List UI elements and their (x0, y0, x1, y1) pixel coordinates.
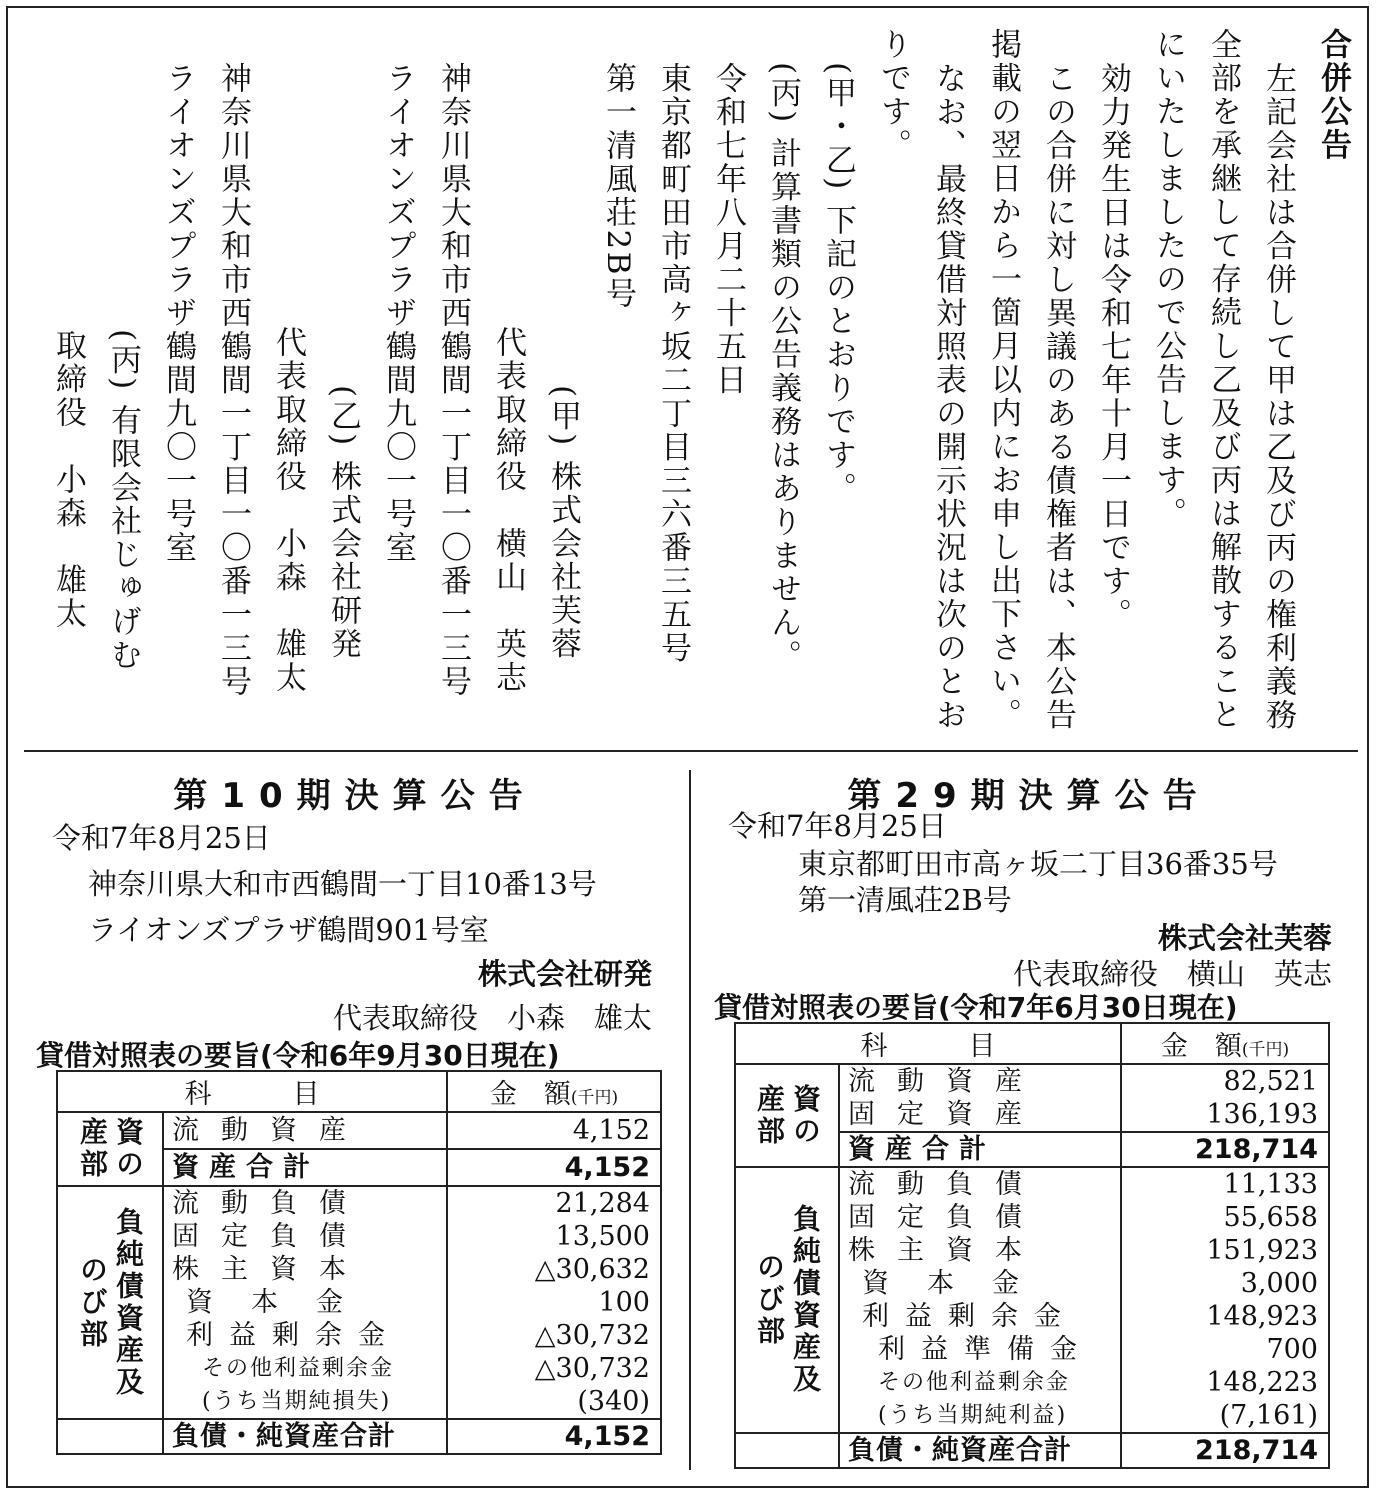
list-item-value: △30,732 (534, 1353, 650, 1384)
liabilities-total-value: 4,152 (447, 1419, 661, 1454)
liabilities-values (447, 1186, 661, 1419)
liabilities-row (735, 1167, 1329, 1433)
statement-title: 第10期決算公告 (173, 776, 537, 816)
list-item-value: 700 (1266, 1334, 1318, 1365)
list-item: 流動負債 (172, 1188, 368, 1219)
list-item-value: △30,632 (534, 1254, 650, 1285)
liabilities-section-label: 負純債資産及のび部 (735, 1167, 839, 1433)
header-item: 科 目 (57, 1071, 447, 1112)
otsu-company: (乙) 株式会社研発 (325, 384, 361, 661)
list-item-value: 136,193 (1206, 1099, 1318, 1130)
notice-line: 掲載の翌日から一箇月以内にお申し出下さい。 (985, 28, 1021, 732)
company-address: 東京都町田市高ヶ坂二丁目36番35号 (798, 847, 1278, 881)
company-name: 株式会社芙蓉 (1157, 921, 1332, 955)
notice-line: (丙) 計算書類の公告義務はありません。 (765, 62, 801, 674)
otsu-address: ライオンズプラザ鶴間九〇一号室 (380, 62, 416, 565)
notice-line: 左記会社は合併して甲は乙及び丙の権利義務 (1260, 62, 1296, 733)
list-item: 株主資本 (848, 1235, 1044, 1266)
notice-line: 全部を承継して存続し乙及び丙は解散すること (1205, 28, 1241, 732)
company-address: 神奈川県大和市西鶴間一丁目10番13号 (88, 867, 597, 901)
kou-rep: 代表取締役 横山 英志 (490, 325, 526, 695)
table-row (839, 1064, 1121, 1132)
hei-address: 神奈川県大和市西鶴間一丁目一〇番一三号 (215, 62, 251, 699)
list-item: (うち当期純損失) (202, 1389, 392, 1414)
assets-section-label: 資の産部 (735, 1064, 839, 1167)
list-item: 利益剰余金 (862, 1301, 1077, 1332)
liabilities-values (1121, 1167, 1329, 1433)
company-address: 第一清風荘2B号 (798, 883, 1012, 917)
liabilities-total-row (735, 1433, 1329, 1468)
header-item: 科 目 (735, 1023, 1121, 1064)
notice-line: なお、最終貸借対照表の開示状況は次のとお (930, 62, 966, 733)
bs-title: 貸借対照表の要旨(令和7年6月30日現在) (714, 991, 1238, 1024)
company-address: ライオンズプラザ鶴間901号室 (88, 913, 489, 947)
assets-total-label: 資産合計 (839, 1132, 1121, 1167)
notice-line: (甲・乙) 下記のとおりです。 (820, 62, 856, 506)
list-item: (うち当期純利益) (878, 1403, 1068, 1428)
notice-title: 合併公告 (1315, 28, 1351, 162)
company-name: 株式会社研発 (477, 957, 652, 991)
header-amount: 金 額(千円) (1121, 1023, 1329, 1064)
bs-title: 貸借対照表の要旨(令和6年9月30日現在) (36, 1039, 560, 1072)
list-item-value: 55,658 (1223, 1202, 1318, 1233)
balance-sheet (734, 1022, 1330, 1469)
notice-line: 効力発生日は令和七年十月一日です。 (1095, 62, 1131, 632)
table-row-value: 4,152 (447, 1112, 661, 1149)
list-item-value: 21,284 (555, 1188, 650, 1219)
list-item: その他利益剰余金 (202, 1356, 395, 1381)
section-divider (24, 750, 1358, 752)
header-unit: (千円) (1241, 1040, 1290, 1060)
list-item: 固定負債 (848, 1202, 1044, 1233)
list-item: 株主資本 (172, 1254, 368, 1285)
list-item: 流動負債 (848, 1169, 1044, 1200)
list-item: 資本金 (862, 1268, 1057, 1299)
merger-notice (20, 28, 1360, 738)
assets-section-label: 資の産部 (57, 1112, 163, 1186)
company-rep: 代表取締役 小森 雄太 (332, 1001, 652, 1035)
list-item: その他利益剰余金 (878, 1370, 1071, 1395)
list-item-value: 100 (598, 1287, 650, 1318)
list-item: 利益剰余金 (186, 1320, 401, 1351)
liabilities-items (163, 1186, 447, 1419)
list-item-value: 11,133 (1223, 1169, 1318, 1200)
statement-date: 令和7年8月25日 (52, 821, 271, 855)
header-unit: (千円) (570, 1088, 619, 1108)
column-divider (689, 770, 691, 1470)
otsu-address: 神奈川県大和市西鶴間一丁目一〇番一三号 (435, 62, 471, 699)
list-item-value: 148,923 (1206, 1301, 1318, 1332)
list-item-value: 151,923 (1206, 1235, 1318, 1266)
hei-rep: 取締役 小森 雄太 (50, 328, 86, 631)
left-statement (30, 760, 680, 1480)
assets-total-value: 218,714 (1121, 1132, 1329, 1167)
right-statement (704, 760, 1354, 1480)
header-amount: 金 額(千円) (447, 1071, 661, 1112)
list-item-value: (340) (577, 1386, 650, 1417)
notice-line: にいたしましたので公告します。 (1150, 28, 1186, 531)
table-header (57, 1071, 661, 1112)
statement-date: 令和7年8月25日 (728, 809, 947, 843)
assets-row (57, 1112, 661, 1149)
assets-row (735, 1064, 1329, 1132)
list-item: 流動資産 (848, 1066, 1044, 1097)
liabilities-total-label: 負債・純資産合計 (839, 1433, 1121, 1468)
assets-total-value: 4,152 (447, 1149, 661, 1186)
notice-address: 東京都町田市高ヶ坂二丁目三六番三五号 (655, 62, 691, 666)
otsu-rep: 代表取締役 小森 雄太 (270, 325, 306, 695)
list-item-value: 148,223 (1206, 1367, 1318, 1398)
liabilities-row (57, 1186, 661, 1419)
table-row-value (1121, 1064, 1329, 1132)
liabilities-items (839, 1167, 1121, 1433)
list-item-value: △30,732 (534, 1320, 650, 1351)
table-row: 流動資産 (163, 1112, 447, 1149)
hei-company: (丙) 有限会社じゅげむ (105, 328, 141, 672)
company-rep: 代表取締役 横山 英志 (1012, 957, 1332, 991)
assets-total-label: 資産合計 (163, 1149, 447, 1186)
list-item-value: 82,521 (1223, 1066, 1318, 1097)
list-item: 資本金 (186, 1287, 381, 1318)
balance-sheet (56, 1070, 662, 1455)
list-item: 固定資産 (848, 1099, 1044, 1130)
list-item: 利益準備金 (878, 1334, 1093, 1365)
table-header (735, 1023, 1329, 1064)
list-item-value: 13,500 (555, 1221, 650, 1252)
list-item-value: (7,161) (1219, 1400, 1318, 1431)
notice-date: 令和七年八月二十五日 (710, 62, 746, 398)
hei-address: ライオンズプラザ鶴間九〇一号室 (160, 62, 196, 565)
notice-address: 第一清風荘2B号 (600, 62, 636, 311)
notice-line: りです。 (875, 28, 911, 162)
liabilities-total-value: 218,714 (1121, 1433, 1329, 1468)
liabilities-total-label: 負債・純資産合計 (163, 1419, 447, 1454)
list-item-value: 3,000 (1240, 1268, 1318, 1299)
kou-company: (甲) 株式会社芙蓉 (545, 384, 581, 661)
notice-line: この合併に対し異議のある債権者は、本公告 (1040, 62, 1076, 733)
statement-title: 第29期決算公告 (847, 776, 1211, 816)
list-item: 固定負債 (172, 1221, 368, 1252)
liabilities-section-label: 負純債資産及のび部 (57, 1186, 163, 1419)
liabilities-total-row (57, 1419, 661, 1454)
